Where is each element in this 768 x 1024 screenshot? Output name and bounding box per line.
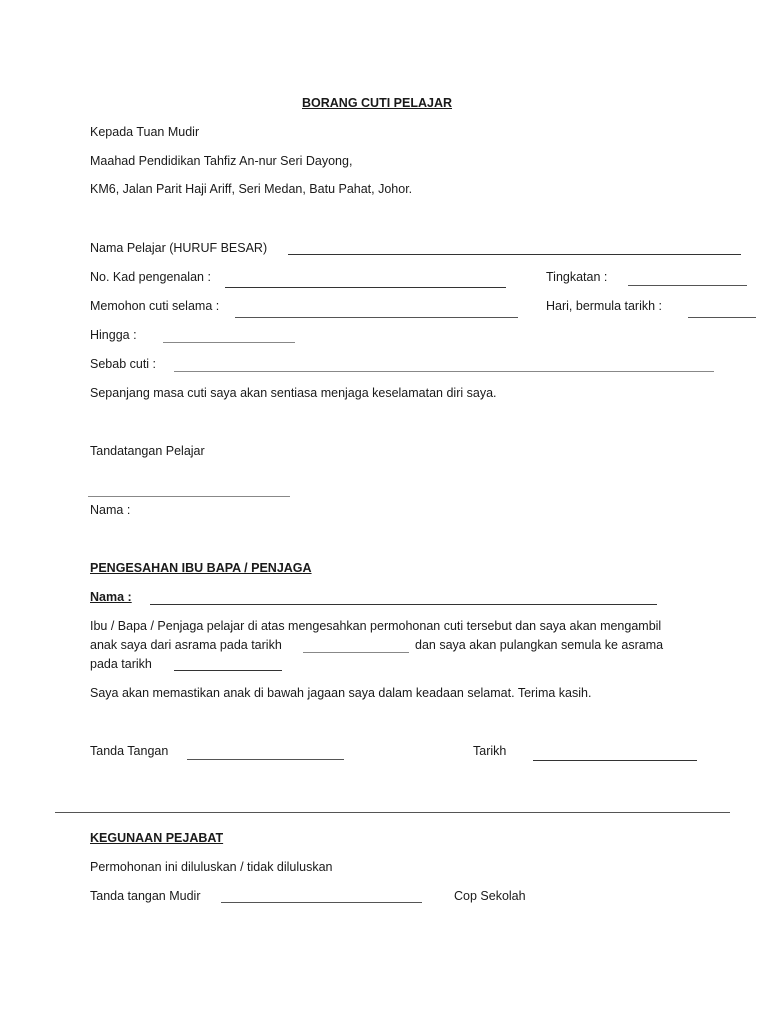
recipient-line-2: Maahad Pendidikan Tahfiz An-nur Seri Dayong,: [90, 154, 353, 168]
student-signature-name-label: Nama :: [90, 503, 131, 517]
recipient-line-3: KM6, Jalan Parit Haji Ariff, Seri Medan, Batu Pahat, Johor.: [90, 182, 413, 196]
student-name-field[interactable]: [288, 254, 741, 255]
parent-section-heading: PENGESAHAN IBU BAPA / PENJAGA: [90, 561, 312, 575]
parent-signature-field[interactable]: [187, 759, 344, 760]
form-title: BORANG CUTI PELAJAR: [302, 96, 453, 110]
leave-duration-field[interactable]: [235, 317, 518, 318]
school-stamp-label: Cop Sekolah: [454, 889, 526, 903]
form-level-label: Tingkatan :: [546, 270, 608, 284]
until-label: Hingga :: [90, 328, 137, 342]
parent-statement-line-2a: anak saya dari asrama pada tarikh: [90, 638, 282, 652]
director-signature-field[interactable]: [221, 902, 422, 903]
director-signature-label: Tanda tangan Mudir: [90, 889, 201, 903]
approval-text: Permohonan ini diluluskan / tidak diluluskan: [90, 860, 333, 874]
start-date-field[interactable]: [688, 317, 756, 318]
ic-number-field[interactable]: [225, 287, 506, 288]
parent-date-label: Tarikh: [473, 744, 507, 758]
until-field[interactable]: [163, 342, 295, 343]
ic-number-label: No. Kad pengenalan :: [90, 270, 211, 284]
reason-field[interactable]: [174, 371, 714, 372]
parent-name-field[interactable]: [150, 604, 657, 605]
parent-signature-label: Tanda Tangan: [90, 744, 169, 758]
return-date-field[interactable]: [174, 670, 282, 671]
student-name-label: Nama Pelajar (HURUF BESAR): [90, 241, 268, 255]
pickup-date-field[interactable]: [303, 652, 409, 653]
section-divider: [55, 812, 730, 813]
parent-date-field[interactable]: [533, 760, 697, 761]
parent-statement-line-1: Ibu / Bapa / Penjaga pelajar di atas mengesahkan permohonan cuti tersebut dan saya akan mengambil: [90, 619, 662, 633]
parent-statement-line-2b: dan saya akan pulangkan semula ke asrama: [415, 638, 664, 652]
reason-label: Sebab cuti :: [90, 357, 157, 371]
student-signature-label: Tandatangan Pelajar: [90, 444, 205, 458]
parent-assurance-text: Saya akan memastikan anak di bawah jagaan saya dalam keadaan selamat. Terima kasih.: [90, 686, 592, 700]
parent-statement-line-3: pada tarikh: [90, 657, 152, 671]
parent-name-label: Nama :: [90, 590, 132, 604]
form-level-field[interactable]: [628, 285, 747, 286]
start-date-label: Hari, bermula tarikh :: [546, 299, 663, 313]
recipient-line-1: Kepada Tuan Mudir: [90, 125, 200, 139]
student-signature-field[interactable]: [88, 496, 290, 497]
office-section-heading: KEGUNAAN PEJABAT: [90, 831, 224, 845]
safety-statement: Sepanjang masa cuti saya akan sentiasa menjaga keselamatan diri saya.: [90, 386, 497, 400]
leave-duration-label: Memohon cuti selama :: [90, 299, 220, 313]
